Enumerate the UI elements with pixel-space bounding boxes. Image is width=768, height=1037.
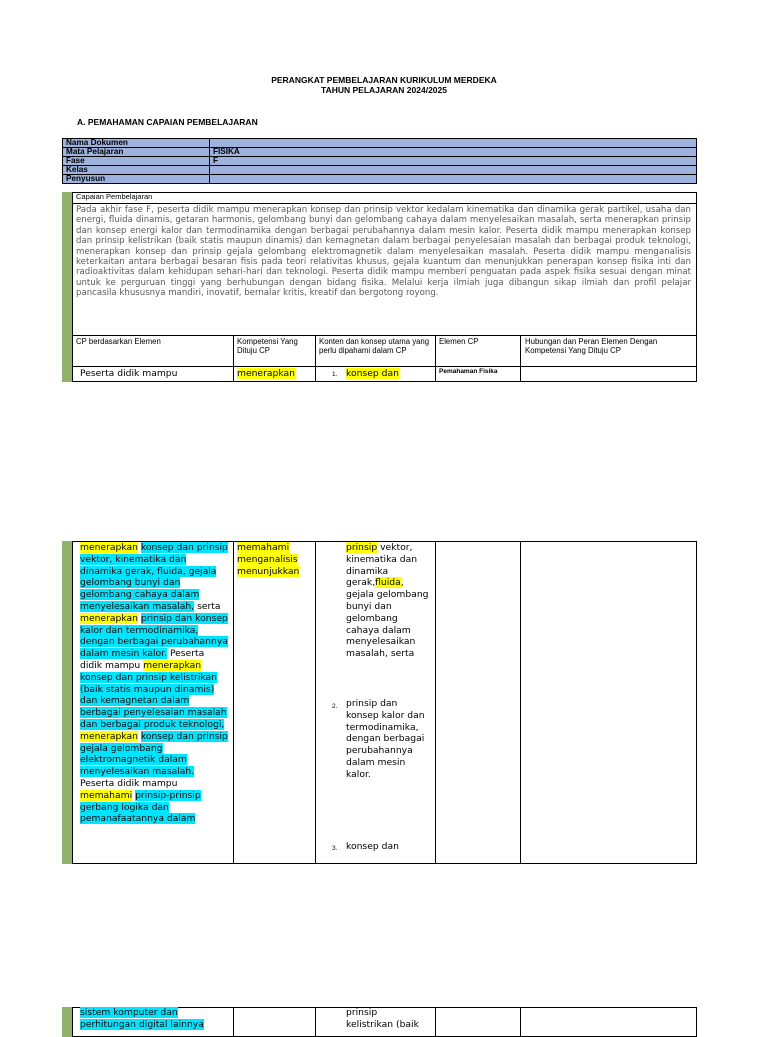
capaian-text: Pada akhir fase F, peserta didik mampu menerapkan konsep dan prinsip vektor kedalam kinematika dan dinamika gerak partikel, usaha dan energi, fluida dinamis, getaran harmonis, gelombang bunyi dan gelombang cahaya dalam menyelesaikan masalah, serta menerapkan prinsip dan konsep energi kalor dan termodinamika dengan berbagai perubahannya dalam mesin kalor. Peserta didik mampu menerapkan konsep dan prinsip kelistrikan (baik statis maupun dinamis) dan kemagnetan dalam berbagai penyelesaian masalah dan berbagai produk teknologi, menerapkan konsep dan prinsip gejala gelombang elektromagnetik dalam menyelesaikan masalah. Peserta didik mampu menganalisis keterkaitan antara berbagai besaran fisis pada teori relativitas khusus, gejala kuantum dan menunjukkan penerapan konsep fisika inti dan radioaktivitas dalam kehidupan sehari-hari dan teknologi. Peserta didik mampu memberi penguatan pada aspek fisika sesuai dengan minat untuk ke perguruan tinggi yang berhubungan dengan bidang fisika. Melalui kerja ilmiah juga dibangun sikap ilmiah dan profil pelajar pancasila khususnya mandiri, inovatif, bernalar kritis, kreatif dan bergotong royong.	[76, 205, 691, 299]
highlight-cyan: konsep dan prinsip kelistrikan (baik statis maupun dinamis) dan kemagnetan dalam berbagai penyelesaian masalah dan berbagai produk teknologi,	[80, 671, 227, 730]
meta-label: Mata Pelajaran	[63, 148, 210, 157]
meta-value: FISIKA	[210, 148, 697, 157]
konten-item-2: prinsip dan konsep kalor dan termodinamika, dengan berbagai perubahannya dalam mesin kalor.	[346, 698, 425, 780]
kompetensi-highlight: menganalisis	[237, 553, 298, 565]
konten-highlight: konsep dan	[346, 368, 399, 379]
column-header-cp: CP berdasarkan Elemen	[76, 337, 161, 346]
column-line	[520, 1007, 521, 1037]
list-number: 1.	[332, 371, 338, 378]
column-line	[435, 541, 436, 864]
kompetensi-cell-page2	[237, 542, 313, 577]
meta-row	[63, 157, 697, 166]
meta-label: Fase	[63, 157, 210, 166]
meta-value	[210, 175, 697, 184]
column-line	[233, 541, 234, 864]
cp-cell-text-page3	[80, 1007, 230, 1031]
column-line	[233, 1007, 234, 1037]
green-margin-bar	[62, 541, 73, 864]
highlight-yellow: menerapkan	[143, 659, 202, 671]
document-title-line2: TAHUN PELAJARAN 2024/2025	[321, 85, 447, 95]
column-header-kompetensi: Kompetensi Yang Dituju CP	[237, 337, 298, 355]
column-header-hubungan: Hubungan dan Peran Elemen Dengan Kompetensi Yang Dituju CP	[525, 337, 658, 355]
meta-row	[63, 139, 697, 148]
meta-row	[63, 175, 697, 184]
highlight-cyan: sistem komputer dan	[80, 1007, 178, 1018]
section-heading: A. PEMAHAMAN CAPAIAN PEMBELAJARAN	[77, 117, 258, 127]
konten-item-3: konsep dan	[346, 841, 399, 852]
elemen-cell-text: Pemahaman Fisika	[439, 368, 498, 375]
highlight-cyan: konsep dan prinsip gejala gelombang elektromagnetik dalam menyelesaikan masalah.	[80, 730, 228, 778]
konten-highlight: fluida	[375, 577, 401, 589]
cp-cell-text: Peserta didik mampu	[80, 368, 178, 379]
column-header-elemen: Elemen CP	[439, 337, 479, 346]
plain-text: vektor, kinematika dan dinamika gerak,	[346, 542, 418, 589]
divider	[73, 335, 697, 336]
plain-text: Peserta didik mampu	[80, 648, 205, 671]
list-number: 2.	[332, 703, 338, 710]
column-line	[435, 1007, 436, 1037]
column-line	[315, 335, 316, 382]
plain-text: serta	[197, 600, 221, 612]
konten-highlight: prinsip	[346, 542, 378, 553]
cp-cell-text-page2	[80, 542, 228, 825]
divider	[73, 203, 697, 204]
kompetensi-highlight: menunjukkan	[237, 565, 300, 577]
plain-text: kelistrikan (baik	[346, 1018, 419, 1030]
konten-cell-page2	[346, 542, 432, 660]
highlight-cyan: prinsip dan konsep kalor dan termodinamika, dengan berbagai perubahannya dalam mesin kalor.	[80, 612, 228, 660]
green-margin-bar	[62, 192, 73, 382]
column-line	[435, 335, 436, 382]
meta-label: Penyusun	[63, 175, 210, 184]
column-header-konten: Konten dan konsep utama yang perlu dipahami dalam CP	[319, 337, 430, 355]
capaian-label: Capaian Pembelajaran	[76, 192, 153, 201]
divider	[73, 366, 697, 367]
meta-value	[210, 166, 697, 175]
meta-label: Nama Dokumen	[63, 139, 210, 148]
kompetensi-highlight: memahami	[237, 542, 290, 553]
highlight-yellow: menerapkan	[80, 542, 138, 553]
konten-cell-page3	[346, 1007, 432, 1031]
kompetensi-highlight: menerapkan	[237, 368, 295, 379]
meta-row	[63, 166, 697, 175]
meta-label: Kelas	[63, 166, 210, 175]
document-title-line1: PERANGKAT PEMBELAJARAN KURIKULUM MERDEKA	[271, 75, 497, 85]
list-number: 3.	[332, 845, 338, 852]
column-line	[520, 541, 521, 864]
column-line	[520, 335, 521, 382]
highlight-cyan: prinsip-prinsip gerbang logika dan pemanafaatannya dalam	[80, 789, 201, 825]
document-meta-table	[62, 138, 697, 184]
highlight-yellow: menerapkan	[80, 612, 138, 624]
meta-value	[210, 139, 697, 148]
highlight-cyan: perhitungan digital lainnya	[80, 1018, 204, 1030]
plain-text: Peserta didik mampu	[80, 777, 178, 789]
highlight-yellow: memahami	[80, 789, 133, 801]
highlight-cyan: konsep dan prinsip vektor, kinematika dan dinamika gerak, fluida, gejala gelombang bunyi dan gelombang cahaya dalam menyelesaikan masalah,	[80, 542, 228, 612]
column-line	[233, 335, 234, 382]
meta-row	[63, 148, 697, 157]
column-line	[315, 541, 316, 864]
green-margin-bar	[62, 1007, 73, 1037]
plain-text: , gejala gelombang bunyi dan gelombang cahaya dalam menyelesaikan masalah, serta	[346, 577, 429, 660]
meta-value: F	[210, 157, 697, 166]
plain-text: prinsip	[346, 1007, 378, 1018]
highlight-yellow: menerapkan	[80, 730, 138, 742]
column-line	[315, 1007, 316, 1037]
